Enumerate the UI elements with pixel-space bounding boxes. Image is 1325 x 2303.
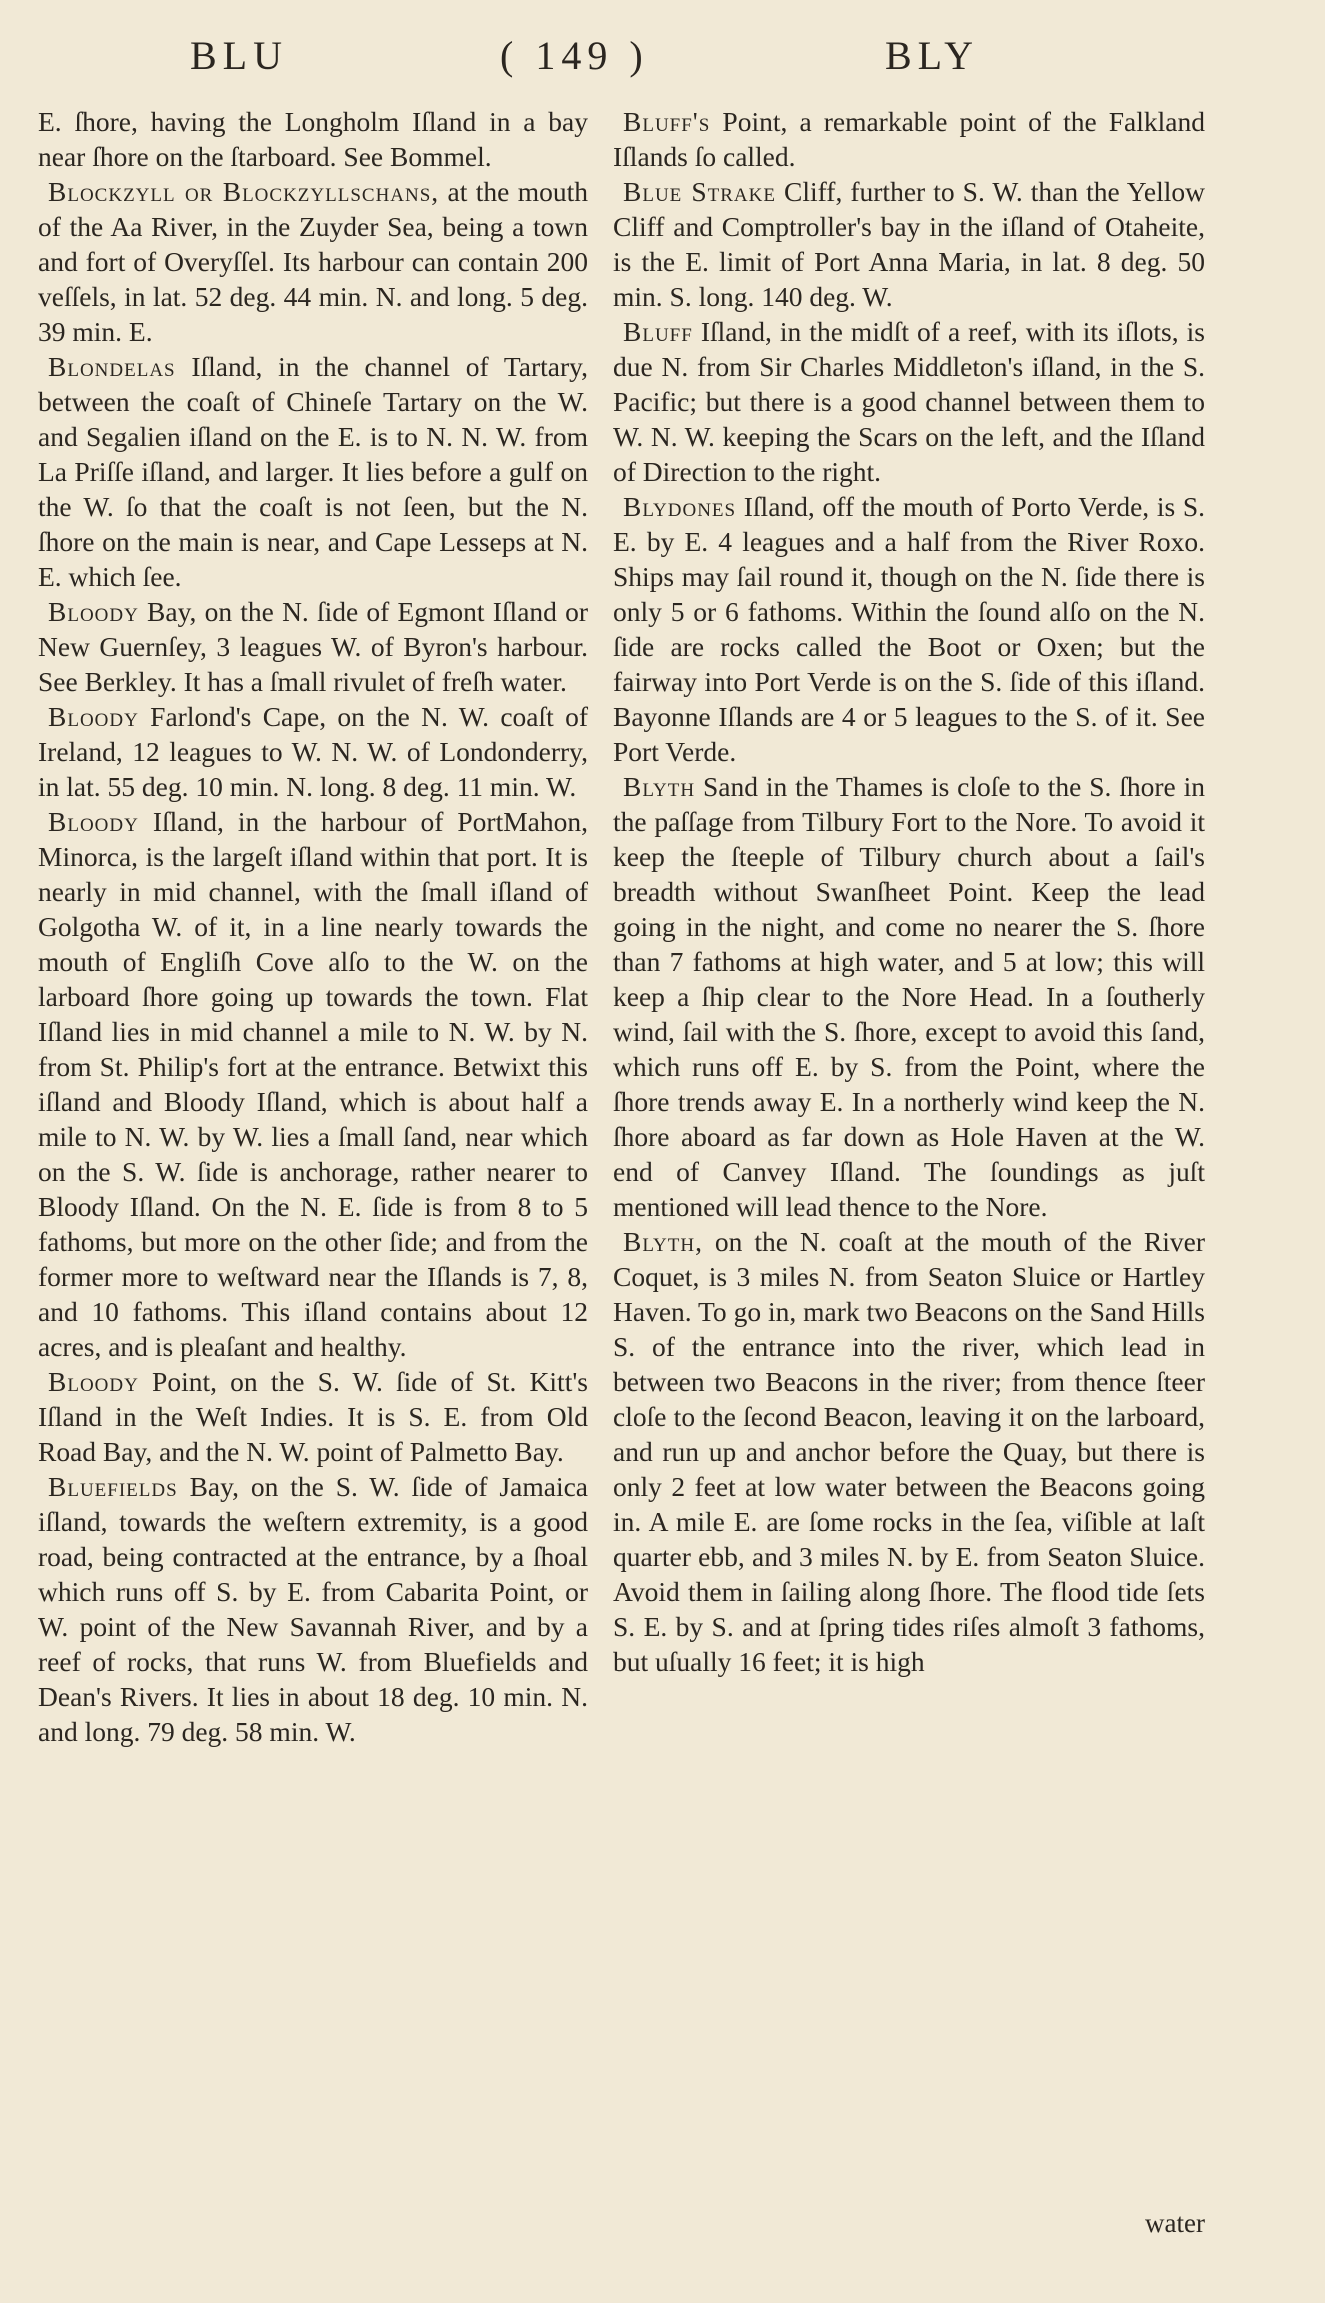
- gazetteer-entry: [38, 594, 588, 699]
- entry-text: Iſland, in the midſt of a reef, with its iſlots, is due N. from Sir Charles Middleton's iſland, in the S. Pacific; but there is a good channel between them to W. N. W. keeping the Scars on the left, and the Iſland of Direction to the right.: [613, 316, 1205, 487]
- gazetteer-entry: [38, 174, 588, 349]
- page-number: ( 149 ): [500, 33, 649, 78]
- entry-headword: Bluff's: [623, 106, 711, 137]
- entry-text: Bay, on the S. W. ſide of Jamaica iſland, towards the weſtern extremity, is a good road, being contracted at the entrance, by a ſhoal which runs off S. by E. from Cabarita Point, or W. point of the New Savannah River, and by a reef of rocks, that runs W. from Bluefields and Dean's Rivers. It lies in about 18 deg. 10 min. N. and long. 79 deg. 58 min. W.: [38, 1471, 588, 1747]
- entry-headword: Bloody: [48, 806, 139, 837]
- entry-headword: Blyth: [623, 771, 696, 802]
- gazetteer-entry: [38, 1469, 588, 1749]
- gazetteer-entry: [38, 804, 588, 1364]
- entry-text: Point, on the S. W. ſide of St. Kitt's Iſland in the Weſt Indies. It is S. E. from Old Road Bay, and the N. W. point of Palmetto Bay.: [38, 1366, 588, 1467]
- header-left-guideword: BLU: [190, 33, 288, 78]
- entry-text: Iſland, off the mouth of Porto Verde, is S. E. by E. 4 leagues and a half from the River Roxo. Ships may ſail round it, though on the N. ſide there is only 5 or 6 fathoms. Within the ſound alſo on the N. ſide are rocks called the Boot or Oxen; but the fairway into Port Verde is on the S. ſide of this iſland. Bayonne Iſlands are 4 or 5 leagues to the S. of it. See Port Verde.: [613, 491, 1205, 767]
- entry-headword: Blockzyll or Blockzyllschans,: [48, 176, 440, 207]
- gazetteer-entry: [38, 104, 588, 174]
- gazetteer-entry: [38, 1364, 588, 1469]
- entry-headword: Bluefields: [48, 1471, 178, 1502]
- entry-text: Sand in the Thames is cloſe to the S. ſhore in the paſſage from Tilbury Fort to the Nore. To avoid it keep the ſteeple of Tilbury church about a ſail's breadth without Swanſheet Point. Keep the lead going in the night, and come no nearer the S. ſhore than 7 fathoms at high water, and 5 at low; this will keep a ſhip clear to the Nore Head. In a ſoutherly wind, ſail with the S. ſhore, except to avoid this ſand, which runs off E. by S. from the Point, where the ſhore trends away E. In a northerly wind keep the N. ſhore aboard as far down as Hole Haven at the W. end of Canvey Iſland. The ſoundings as juſt mentioned will lead thence to the Nore.: [613, 771, 1205, 1222]
- left-column: [38, 104, 588, 1749]
- gazetteer-entry: [613, 314, 1205, 489]
- running-header: [0, 32, 1325, 92]
- entry-text: Point, a remarkable point of the Falkland Iſlands ſo called.: [613, 106, 1205, 172]
- gazetteer-entry: [613, 174, 1205, 314]
- gazetteer-entry: [613, 1224, 1205, 1679]
- entry-headword: Blyth,: [623, 1226, 703, 1257]
- entry-headword: Blydones: [623, 491, 737, 522]
- entry-headword: Bloody: [48, 701, 139, 732]
- entry-headword: Blondelas: [48, 351, 176, 382]
- entry-headword: Blue Strake: [623, 176, 776, 207]
- entry-text: on the N. coaſt at the mouth of the River Coquet, is 3 miles N. from Seaton Sluice or Hartley Haven. To go in, mark two Beacons on the Sand Hills S. of the entrance into the river, which lead in between two Beacons in the river; from thence ſteer cloſe to the ſecond Beacon, leaving it on the larboard, and run up and anchor before the Quay, but there is only 2 feet at low water between the Beacons going in. A mile E. are ſome rocks in the ſea, viſible at laſt quarter ebb, and 3 miles N. by E. from Seaton Sluice. Avoid them in ſailing along ſhore. The flood tide ſets S. E. by S. and at ſpring tides riſes almoſt 3 fathoms, but uſually 16 feet; it is high: [613, 1226, 1205, 1677]
- entry-text: Iſland, in the harbour of PortMahon, Minorca, is the largeſt iſland within that port. It is nearly in mid channel, with the ſmall iſland of Golgotha W. of it, in a line nearly towards the mouth of Engliſh Cove alſo to the W. on the larboard ſhore going up towards the town. Flat Iſland lies in mid channel a mile to N. W. by N. from St. Philip's fort at the entrance. Betwixt this iſland and Bloody Iſland, which is about half a mile to N. W. by W. lies a ſmall ſand, near which on the S. W. ſide is anchorage, rather nearer to Bloody Iſland. On the N. E. ſide is from 8 to 5 fathoms, but more on the other ſide; and from the former more to weſtward near the Iſlands is 7, 8, and 10 fathoms. This iſland contains about 12 acres, and is pleaſant and healthy.: [38, 806, 588, 1362]
- entry-text: at the mouth of the Aa River, in the Zuyder Sea, being a town and fort of Overyſſel. Its harbour can contain 200 veſſels, in lat. 52 deg. 44 min. N. and long. 5 deg. 39 min. E.: [38, 176, 588, 347]
- right-column: [613, 104, 1205, 1679]
- gazetteer-entry: [613, 104, 1205, 174]
- entry-text: Iſland, in the channel of Tartary, between the coaſt of Chineſe Tartary on the W. and Segalien iſland on the E. is to N. N. W. from La Priſſe iſland, and larger. It lies before a gulf on the W. ſo that the coaſt is not ſeen, but the N. ſhore on the main is near, and Cape Lesseps at N. E. which ſee.: [38, 351, 588, 592]
- catchword: water: [1145, 2208, 1205, 2238]
- entry-text: Farlond's Cape, on the N. W. coaſt of Ireland, 12 leagues to W. N. W. of Londonderry, in lat. 55 deg. 10 min. N. long. 8 deg. 11 min. W.: [38, 701, 588, 802]
- gazetteer-entry: [38, 699, 588, 804]
- entry-headword: Bloody: [48, 596, 139, 627]
- gazetteer-entry: [38, 349, 588, 594]
- entry-headword: Bloody: [48, 1366, 139, 1397]
- gazetteer-entry: [613, 489, 1205, 769]
- entry-text: Bay, on the N. ſide of Egmont Iſland or New Guernſey, 3 leagues W. of Byron's harbour. See Berkley. It has a ſmall rivulet of freſh water.: [38, 596, 588, 697]
- header-right-guideword: BLY: [885, 33, 979, 78]
- entry-text: Cliff, further to S. W. than the Yellow Cliff and Comptroller's bay in the iſland of Otaheite, is the E. limit of Port Anna Maria, in lat. 8 deg. 50 min. S. long. 140 deg. W.: [613, 176, 1205, 312]
- gazetteer-entry: [613, 769, 1205, 1224]
- entry-text: E. ſhore, having the Longholm Iſland in a bay near ſhore on the ſtarboard. See Bommel.: [38, 106, 588, 172]
- entry-headword: Bluff: [623, 316, 693, 347]
